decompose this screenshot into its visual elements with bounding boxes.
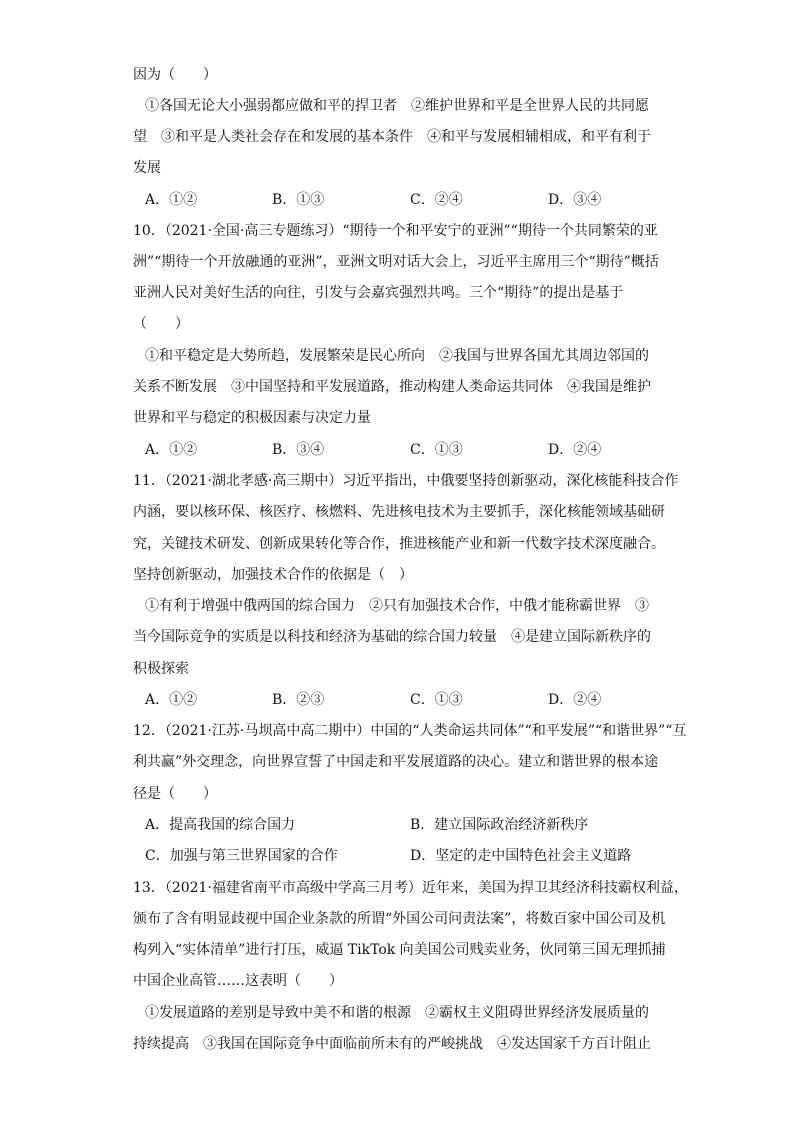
- q9-option-b: B．①③: [272, 192, 325, 208]
- q11-stem-line: 究，关键技术研发、创新成果转化等合作，推进核能产业和新一代数字技术深度融合。: [133, 536, 665, 552]
- q13-stem-line: 中国企业高管……这表明（ ）: [133, 973, 343, 989]
- q10-option-c: C．①③: [410, 442, 463, 458]
- q13-stem-line: 颁布了含有明显歧视中国企业条款的所谓“外国公司问责法案”，将数百家中国公司及机: [133, 911, 666, 927]
- q11-stem-line: 内涵，要以核环保、核医疗、核燃料、先进核电技术为主要抓手，深化核能领域基础研: [133, 504, 665, 520]
- q9-item-line: 发展: [133, 160, 161, 176]
- q12-stem-line: 径是（ ）: [133, 786, 217, 802]
- q9-stem-end: 因为（ ）: [133, 67, 217, 83]
- q11-option-c: C．①③: [410, 692, 463, 708]
- q9-item-line: 望 ③和平是人类社会存在和发展的基本条件 ④和平与发展相辅相成，和平有利于: [133, 129, 651, 145]
- q11-option-d: D．②④: [548, 692, 602, 708]
- q10-stem-line: 10．（2021·全国·高三专题练习）“期待一个和平安宁的亚洲”“期待一个共同繁荣的亚: [133, 223, 658, 239]
- q12-stem-line: 利共赢”外交理念，向世界宣誓了中国走和平发展道路的决心。建立和谐世界的根本途: [133, 754, 659, 770]
- q12-option-d: D．坚定的走中国特色社会主义道路: [410, 848, 632, 864]
- q10-item-line: 世界和平与稳定的积极因素与决定力量: [133, 410, 371, 426]
- q12-stem-line: 12．（2021·江苏·马坝高中高二期中）中国的“人类命运共同体”“和平发展”“和谐世界”“互: [133, 723, 687, 739]
- q10-option-a: A．①②: [145, 442, 198, 458]
- q13-stem-line: 13．（2021·福建省南平市高级中学高三月考）近年来，美国为捍卫其经济科技霸权利益，: [133, 880, 688, 896]
- q10-item-line: 关系不断发展 ③中国坚持和平发展道路，推动构建人类命运共同体 ④我国是维护: [133, 379, 651, 395]
- q12-option-b: B．建立国际政治经济新秩序: [410, 817, 589, 833]
- q11-item-line: ①有利于增强中俄两国的综合国力 ②只有加强技术合作，中俄才能称霸世界 ③: [145, 598, 649, 614]
- q11-item-line: 积极探索: [133, 661, 189, 677]
- q13-item-line: 持续提高 ③我国在国际竞争中面临前所未有的严峻挑战 ④发达国家千方百计阻止: [133, 1036, 651, 1052]
- q10-stem-line: 洲”“期待一个开放融通的亚洲”，亚洲文明对话大会上，习近平主席用三个“期待”概括: [133, 254, 659, 270]
- q12-option-c: C．加强与第三世界国家的合作: [145, 848, 338, 864]
- q10-item-line: ①和平稳定是大势所趋，发展繁荣是民心所向 ②我国与世界各国尤其周边邻国的: [145, 348, 649, 364]
- q13-item-line: ①发展道路的差别是导致中美不和谐的根源 ②霸权主义阻碍世界经济发展质量的: [145, 1005, 649, 1021]
- q11-stem-line: 坚持创新驱动，加强技术合作的依据是（ ）: [133, 567, 413, 583]
- q11-stem-line: 11．（2021·湖北孝感·高三期中）习近平指出，中俄要坚持创新驱动，深化核能科技合作: [133, 473, 679, 489]
- q13-stem-line: 构列入“实体清单”进行打压，威逼 TikTok 向美国公司贱卖业务，伙同第三国无理抓捕: [133, 942, 666, 958]
- q10-option-b: B．③④: [272, 442, 325, 458]
- q10-stem-line: （ ）: [133, 316, 189, 332]
- q10-stem-line: 亚洲人民对美好生活的向往，引发与会嘉宾强烈共鸣。三个“期待”的提出是基于: [133, 285, 624, 301]
- q12-option-a: A．提高我国的综合国力: [145, 817, 296, 833]
- q9-option-d: D．③④: [548, 192, 602, 208]
- q11-option-a: A．①②: [145, 692, 198, 708]
- q10-option-d: D．②④: [548, 442, 602, 458]
- q9-option-c: C．②④: [410, 192, 463, 208]
- q9-option-a: A．①②: [145, 192, 198, 208]
- q9-item-line: ①各国无论大小强弱都应做和平的捍卫者 ②维护世界和平是全世界人民的共同愿: [145, 98, 649, 114]
- q11-option-b: B．②③: [272, 692, 325, 708]
- q11-item-line: 当今国际竞争的实质是以科技和经济为基础的综合国力较量 ④是建立国际新秩序的: [133, 629, 651, 645]
